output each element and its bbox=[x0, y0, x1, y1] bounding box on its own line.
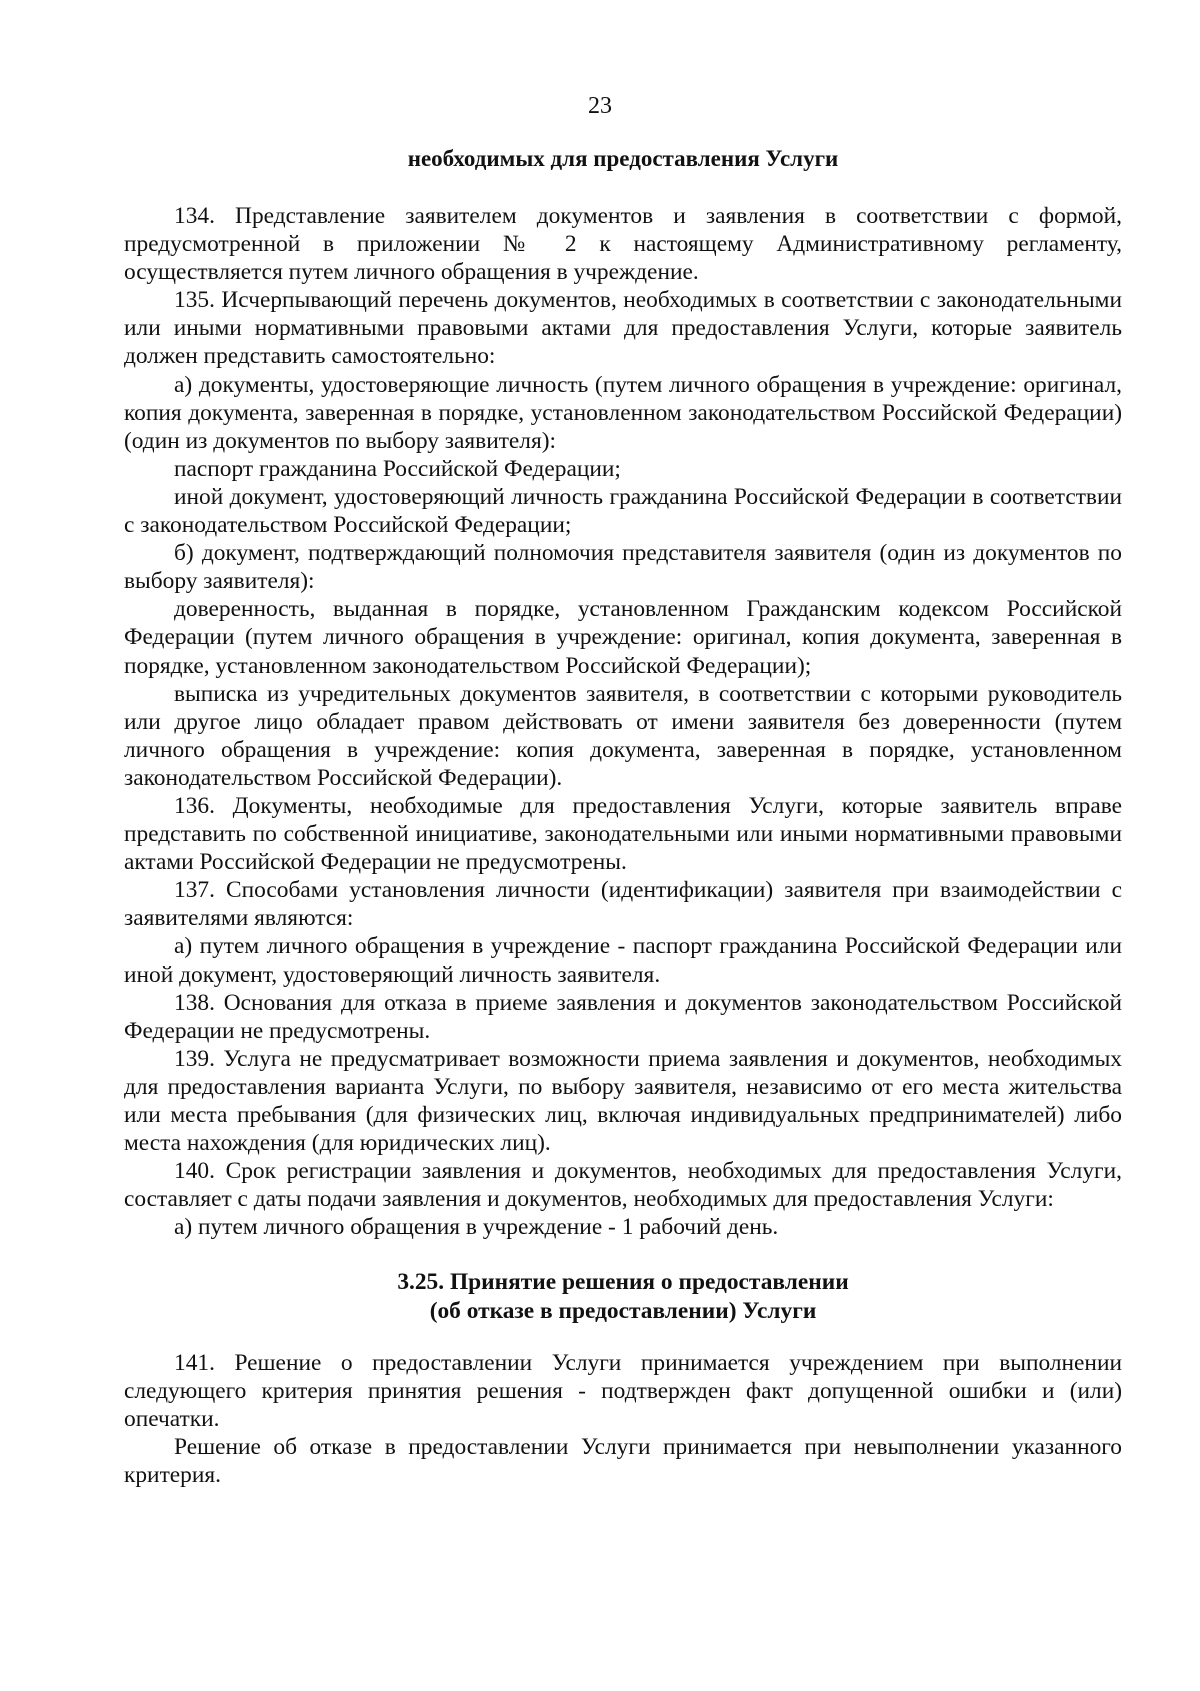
paragraph-134: 134. Представление заявителем документов и заявления в соответствии с формой, предусмотренной в приложении № 2 к настоящему Административному регламенту, осуществляется путем личного обращения в учреждение. bbox=[124, 203, 1122, 286]
paragraph-136: 136. Документы, необходимые для предоставления Услуги, которые заявитель вправе представить по собственной инициативе, законодательными или иными нормативными правовыми актами Российской Федерации не предусмотрены. bbox=[124, 792, 1122, 876]
paragraph-135-b: б) документ, подтверждающий полномочия представителя заявителя (один из документов по выбору заявителя): bbox=[124, 540, 1122, 595]
paragraph-140-a: а) путем личного обращения в учреждение - 1 рабочий день. bbox=[174, 1214, 779, 1241]
paragraph-138: 138. Основания для отказа в приеме заявления и документов законодательством Российской Федерации не предусмотрены. bbox=[124, 989, 1122, 1044]
paragraph-140: 140. Срок регистрации заявления и документов, необходимых для предоставления Услуги, составляет с даты подачи заявления и документов, необходимых для предоставления Услуги: bbox=[124, 1158, 1122, 1213]
paragraph-135-a: а) документы, удостоверяющие личность (путем личного обращения в учреждение: оригинал, копия документа, заверенная в порядке, установленном законодательством Российской Федерации) (один из документов по выбору заявителя): bbox=[124, 371, 1122, 454]
paragraph-141: 141. Решение о предоставлении Услуги принимается учреждением при выполнении следующего критерия принятия решения - подтвержден факт допущенной ошибки и (или) опечатки. bbox=[124, 1349, 1122, 1432]
section-heading-continuation: необходимых для предоставления Услуги bbox=[407, 146, 839, 171]
document-body bbox=[124, 202, 1122, 1489]
section-heading-line-1: 3.25. Принятие решения о предоставлении bbox=[397, 1269, 849, 1296]
page-number: 23 bbox=[588, 93, 612, 119]
paragraph-137-a: а) путем личного обращения в учреждение - паспорт гражданина Российской Федерации или иной документ, удостоверяющий личность заявителя. bbox=[124, 933, 1122, 988]
section-heading-line-2: (об отказе в предоставлении) Услуги bbox=[429, 1297, 817, 1324]
paragraph-139: 139. Услуга не предусматривает возможности приема заявления и документов, необходимых для предоставления варианта Услуги, по выбору заявителя, независимо от его места жительства или места пребывания (для физических лиц, включая индивидуальных предпринимателей) либо места нахождения (для юридических лиц). bbox=[124, 1045, 1122, 1157]
paragraph-135-a-other-document: иной документ, удостоверяющий личность гражданина Российской Федерации в соответствии с законодательством Российской Федерации; bbox=[124, 483, 1122, 539]
paragraph-135-a-passport: паспорт гражданина Российской Федерации; bbox=[174, 455, 621, 482]
paragraph-141-refusal: Решение об отказе в предоставлении Услуги принимается при невыполнении указанного критерия. bbox=[124, 1433, 1122, 1489]
section-heading-3-25 bbox=[124, 1268, 1122, 1324]
paragraph-135-b-power-of-attorney: доверенность, выданная в порядке, установленном Гражданским кодексом Российской Федерации (путем личного обращения в учреждение: оригинал, копия документа, заверенная в порядке, установленном законодательством Российской Федерации); bbox=[124, 596, 1122, 679]
paragraph-137: 137. Способами установления личности (идентификации) заявителя при взаимодействии с заявителями являются: bbox=[124, 877, 1122, 932]
paragraph-135-b-extract: выписка из учредительных документов заявителя, в соответствии с которыми руководитель или другое лицо обладает правом действовать от имени заявителя без доверенности (путем личного обращения в учреждение: копия документа, заверенная в порядке, установленном законодательством Российской Федерации). bbox=[124, 680, 1122, 791]
paragraph-135: 135. Исчерпывающий перечень документов, необходимых в соответствии с законодательными или иными нормативными правовыми актами для предоставления Услуги, которые заявитель должен представить самостоятельно: bbox=[124, 287, 1122, 370]
